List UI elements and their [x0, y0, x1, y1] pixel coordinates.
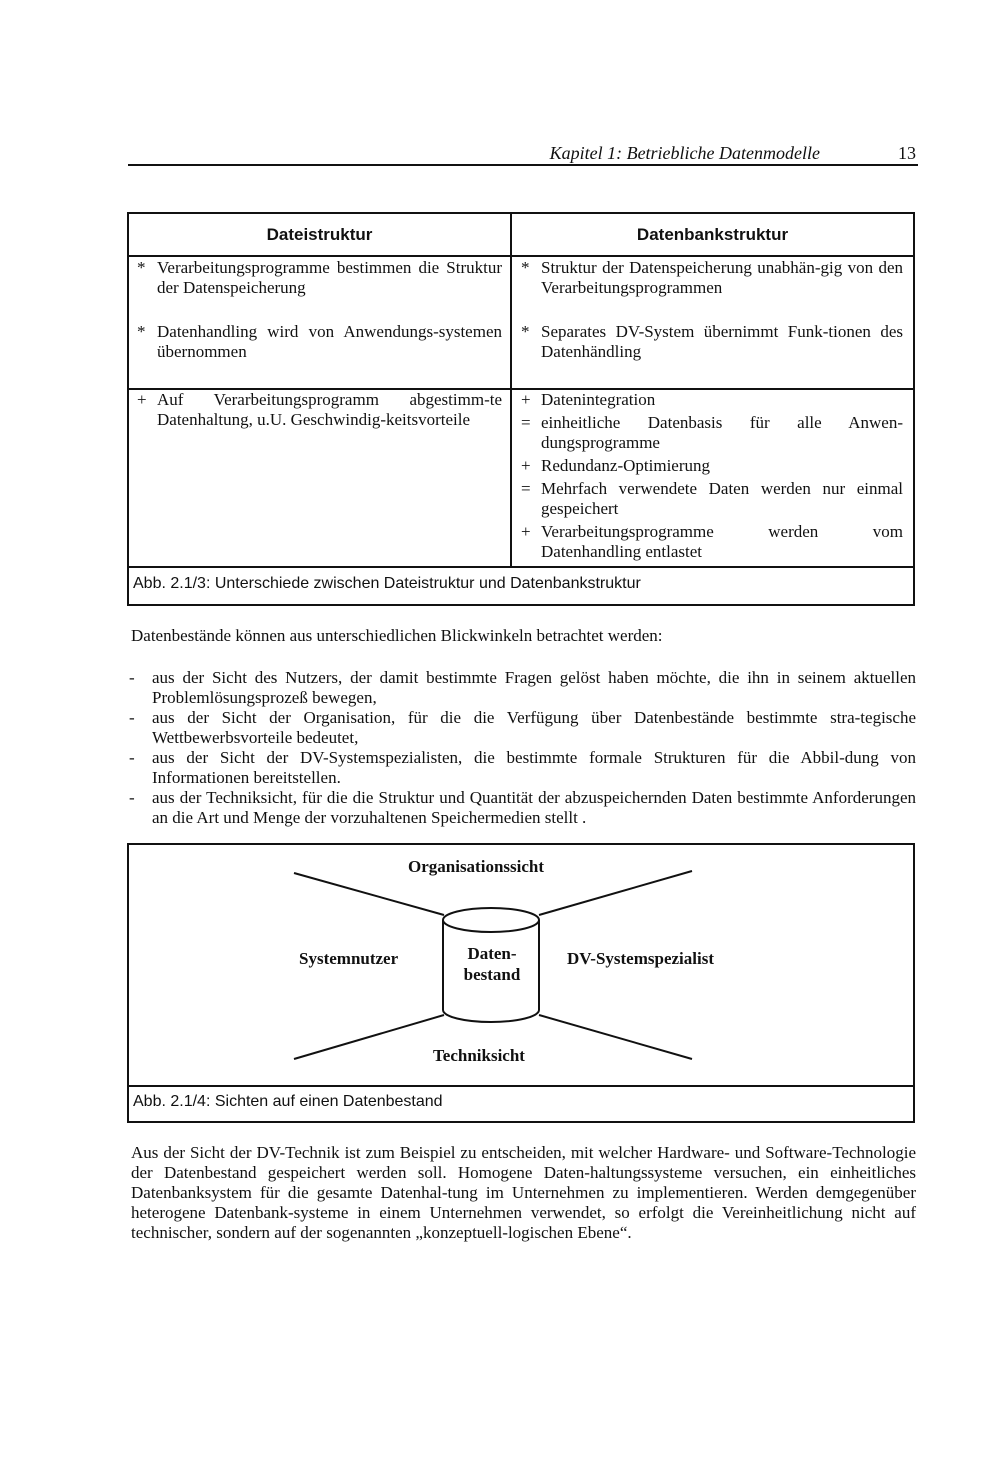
chapter-title: Kapitel 1: Betriebliche Datenmodelle	[549, 143, 820, 163]
list-item	[127, 668, 916, 708]
table-cell	[521, 258, 903, 298]
list-dash: -	[129, 708, 135, 727]
header-rule	[128, 164, 918, 166]
bullet-marker: *	[137, 322, 146, 341]
list-item-text: aus der Techniksicht, für die die Struktur und Quantität der abzuspeichernden Daten bestimmte Anforderungen an die Art und Menge der vorzuhaltenen Speichermedien stellt .	[152, 788, 916, 827]
list-dash: -	[129, 748, 135, 767]
list-dash: -	[129, 668, 135, 687]
label-datenbestand	[445, 943, 539, 985]
list-item-text: aus der Sicht der DV-Systemspezialisten, die bestimmte formale Strukturen für die Abbil-dung von Informationen bereitstellen.	[152, 748, 916, 787]
cell-text: Datenintegration	[541, 390, 656, 409]
bullet-marker: *	[521, 322, 530, 341]
cell-text: einheitliche Datenbasis für alle Anwen-dungsprogramme	[541, 413, 903, 452]
bullet-marker: *	[137, 258, 146, 277]
list-item-text: aus der Sicht des Nutzers, der damit bestimmte Fragen gelöst haben möchte, die ihn in seinem aktuellen Problemlösungsprozeß bewegen,	[152, 668, 916, 707]
table-cell	[137, 390, 502, 430]
datenbestand-line2: bestand	[463, 965, 521, 984]
list-item-text: aus der Sicht der Organisation, für die die Verfügung über Datenbestände bestimmte stra-tegische Wettbewerbsvorteile bedeutet,	[152, 708, 916, 747]
bullet-marker: +	[521, 456, 531, 475]
label-systemnutzer: Systemnutzer	[299, 949, 399, 968]
cell-text: Verarbeitungsprogramme werden vom Datenhandling entlastet	[541, 522, 903, 561]
table-cell	[521, 522, 903, 562]
bullet-marker: =	[521, 413, 531, 432]
bullet-marker: *	[521, 258, 530, 277]
table-cell	[521, 456, 903, 476]
diagram-caption-rule	[129, 1085, 913, 1087]
cell-text: Mehrfach verwendete Daten werden nur einmal gespeichert	[541, 479, 903, 518]
views-list	[127, 668, 916, 828]
col-header-datenbankstruktur: Datenbankstruktur	[636, 225, 789, 244]
intro-paragraph: Datenbestände können aus unterschiedlichen Blickwinkeln betrachtet werden:	[131, 626, 663, 645]
label-techniksicht: Techniksicht	[433, 1046, 525, 1065]
table-cell	[137, 258, 502, 298]
figure-caption: Abb. 2.1/3: Unterschiede zwischen Dateistruktur und Datenbankstruktur	[133, 575, 641, 592]
connector-line	[294, 1015, 444, 1059]
figure-caption: Abb. 2.1/4: Sichten auf einen Datenbestand	[133, 1093, 443, 1110]
list-item	[127, 748, 916, 788]
col-header-dateistruktur: Dateistruktur	[266, 225, 373, 244]
list-item	[127, 708, 916, 748]
table-cell	[521, 479, 903, 519]
comparison-table	[127, 212, 915, 606]
table-cell	[137, 322, 502, 362]
connector-line	[539, 1015, 692, 1059]
cell-text: Struktur der Datenspeicherung unabhän-gig von den Verarbeitungsprogrammen	[541, 258, 903, 297]
connector-line	[539, 871, 692, 915]
table-cell	[521, 322, 903, 362]
table-column-divider	[510, 214, 512, 566]
label-dv-systemspezialist: DV-Systemspezialist	[567, 949, 714, 968]
table-cell	[521, 390, 903, 410]
table-cell	[521, 413, 903, 453]
label-organisationssicht: Organisationssicht	[408, 857, 545, 876]
bullet-marker: +	[137, 390, 147, 409]
views-diagram	[127, 843, 915, 1123]
list-dash: -	[129, 788, 135, 807]
page-number: 13	[898, 143, 916, 163]
cell-text: Auf Verarbeitungsprogramm abgestimm-te Datenhaltung, u.U. Geschwindig-keitsvorteile	[157, 390, 502, 429]
cylinder-bottom	[443, 1010, 539, 1022]
closing-paragraph: Aus der Sicht der DV-Technik ist zum Beispiel zu entscheiden, mit welcher Hardware- und Software-Technologie der Datenbestand gespeichert werden soll. Homogene Daten-haltungssysteme versuchen, ein einheitliches Datenbanksystem für die gesamte Datenhal-tung im Unternehmen zu implementieren. Werden demgegenüber heterogene Datenbank-systeme in einem Unternehmen verwendet, so erfolgt die Vereinheitlichung nicht auf technischer, sondern auf der sogenannten „konzeptuell-logischen Ebene“.	[131, 1143, 916, 1242]
cylinder-top	[443, 908, 539, 932]
cell-text: Datenhandling wird von Anwendungs-systemen übernommen	[157, 322, 502, 361]
bullet-marker: =	[521, 479, 531, 498]
table-header-rule	[129, 255, 913, 257]
cell-text: Redundanz-Optimierung	[541, 456, 711, 475]
cell-text: Verarbeitungsprogramme bestimmen die Struktur der Datenspeicherung	[157, 258, 502, 297]
bullet-marker: +	[521, 390, 531, 409]
list-item	[127, 788, 916, 828]
datenbestand-line1: Daten-	[467, 944, 517, 963]
bullet-marker: +	[521, 522, 531, 541]
connector-line	[294, 873, 444, 915]
table-caption-rule	[129, 566, 913, 568]
cell-text: Separates DV-System übernimmt Funk-tionen des Datenhändling	[541, 322, 903, 361]
